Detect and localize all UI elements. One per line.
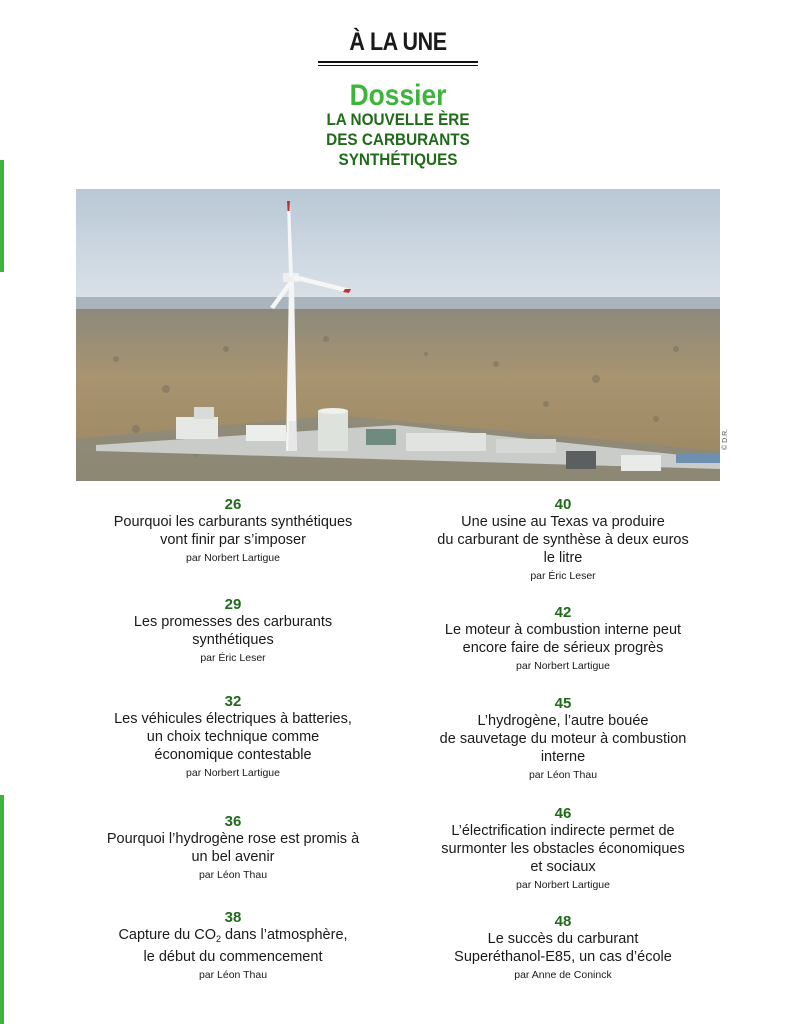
article-entry[interactable] [68, 596, 398, 665]
section-underline-thin [318, 65, 478, 66]
article-entry[interactable] [398, 913, 728, 982]
article-entry[interactable] [68, 909, 398, 982]
page-number: 26 [224, 496, 242, 513]
photo-credit: © D.R. [722, 428, 729, 450]
article-title [398, 930, 728, 966]
article-title-line: L’électrification indirecte permet de [451, 823, 675, 839]
green-margin-bar-top [0, 160, 4, 272]
article-entry[interactable] [398, 604, 728, 673]
article-entry[interactable] [398, 805, 728, 892]
title-text: dans l’atmosphère, [221, 927, 348, 943]
title-text: Capture du CO [118, 927, 216, 943]
article-title-line: économique contestable [154, 747, 312, 763]
article-author: par Norbert Lartigue [516, 660, 610, 672]
article-title-line: de sauvetage du moteur à combustion [439, 731, 687, 747]
article-title-line: Le moteur à combustion interne peut [444, 622, 682, 638]
article-title [68, 710, 398, 764]
page-number: 42 [554, 604, 572, 621]
article-title-line: Une usine au Texas va produire [461, 514, 665, 530]
article-title-line: un bel avenir [191, 849, 275, 865]
article-title-line: synthétiques [192, 632, 274, 648]
headline-line: DES CARBURANTS [326, 130, 470, 149]
article-title-line: Les promesses des carburants [133, 614, 333, 630]
page-number: 38 [224, 909, 242, 926]
article-title-line: encore faire de sérieux progrès [462, 640, 664, 656]
article-title [68, 830, 398, 866]
article-entry[interactable] [398, 496, 728, 583]
article-entry[interactable] [398, 695, 728, 782]
article-title [68, 513, 398, 549]
article-entry[interactable] [68, 813, 398, 882]
article-author: par Norbert Lartigue [186, 767, 280, 779]
article-title-line [68, 926, 398, 948]
article-title [68, 926, 398, 966]
headline-line: SYNTHÉTIQUES [338, 150, 458, 169]
article-author: par Éric Leser [530, 570, 596, 582]
article-title-line: Superéthanol-E85, un cas d’école [454, 949, 672, 965]
article-title [68, 613, 398, 649]
article-title-line: Le succès du carburant [487, 931, 639, 947]
article-author: par Éric Leser [200, 652, 266, 664]
article-title [398, 621, 728, 657]
article-author: par Léon Thau [198, 869, 268, 881]
green-margin-bar-bottom [0, 795, 4, 1024]
article-author: par Norbert Lartigue [186, 552, 280, 564]
dossier-kicker: Dossier [349, 79, 447, 112]
article-author: par Léon Thau [528, 769, 598, 781]
article-entry[interactable] [68, 496, 398, 565]
article-title-line: Les véhicules électriques à batteries, [114, 711, 352, 727]
article-author: par Anne de Coninck [514, 969, 612, 981]
article-title-line: un choix technique comme [146, 729, 320, 745]
article-title-line: et sociaux [530, 859, 596, 875]
article-title [398, 712, 728, 766]
article-title [398, 513, 728, 567]
article-author: par Léon Thau [198, 969, 268, 981]
subscript-two: 2 [215, 934, 221, 944]
article-title-line: Pourquoi les carburants synthétiques [113, 514, 353, 530]
article-title-line: le litre [543, 550, 583, 566]
article-title-line: Pourquoi l’hydrogène rose est promis à [106, 831, 360, 847]
article-title-line: interne [540, 749, 586, 765]
page-number: 48 [554, 913, 572, 930]
article-title [398, 822, 728, 876]
page-number: 40 [554, 496, 572, 513]
article-entry[interactable] [68, 693, 398, 780]
section-title: À LA UNE [349, 28, 447, 56]
wind-turbine-plant-photo [76, 189, 720, 481]
headline-line: LA NOUVELLE ÈRE [326, 110, 470, 129]
page-number: 46 [554, 805, 572, 822]
section-underline [318, 61, 478, 63]
article-title-line: vont finir par s’imposer [160, 532, 306, 548]
page-number: 36 [224, 813, 242, 830]
article-title-line: surmonter les obstacles économiques [441, 841, 685, 857]
article-author: par Norbert Lartigue [516, 879, 610, 891]
page-number: 45 [554, 695, 572, 712]
dossier-headline [40, 110, 756, 170]
article-title-line: le début du commencement [143, 949, 323, 965]
article-title-line: du carburant de synthèse à deux euros [437, 532, 689, 548]
article-title-line: L’hydrogène, l’autre bouée [477, 713, 649, 729]
page-number: 29 [224, 596, 242, 613]
page-number: 32 [224, 693, 242, 710]
